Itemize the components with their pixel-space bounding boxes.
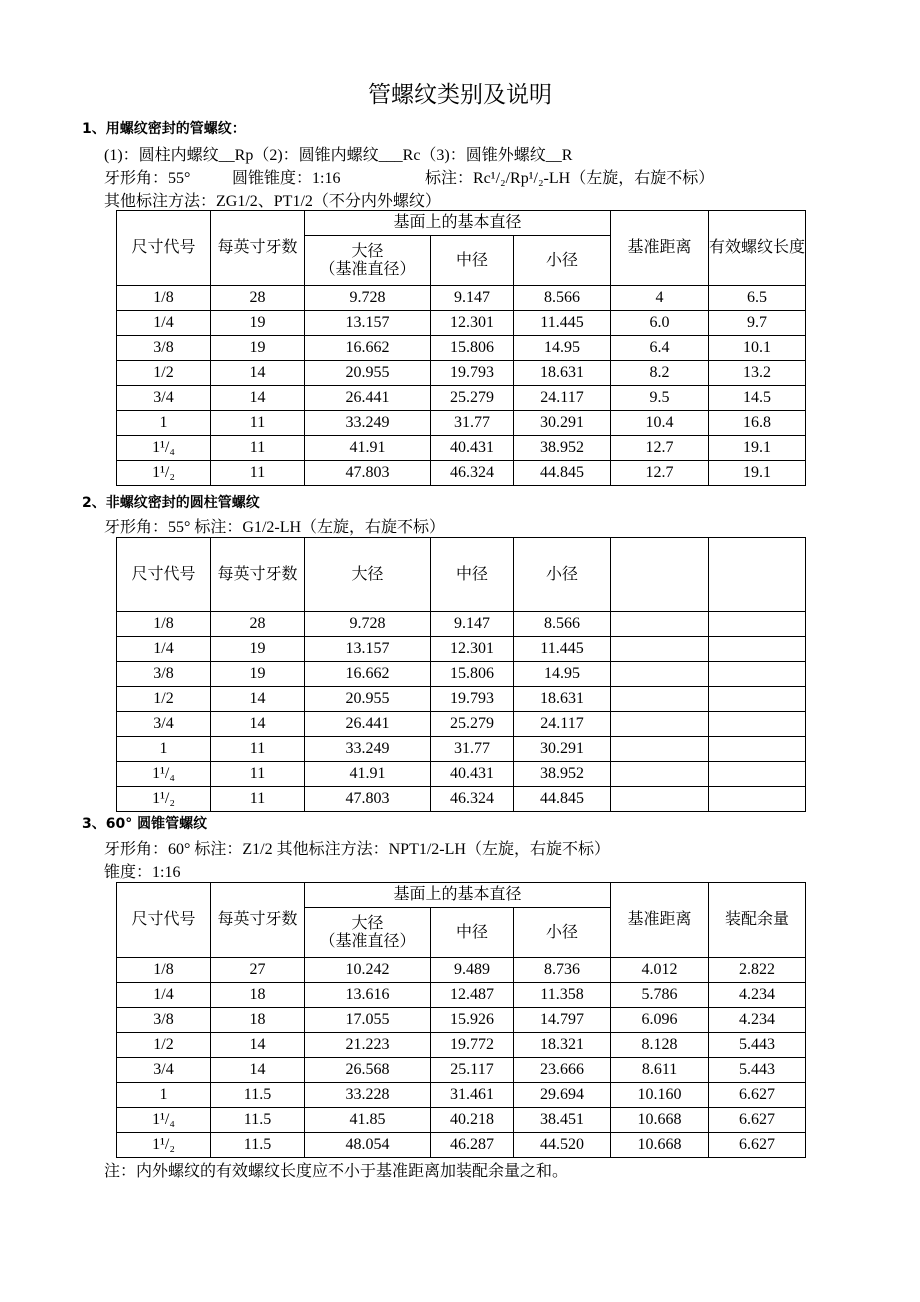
cell-tpi: 11: [211, 436, 305, 461]
cell-minor: 18.321: [514, 1033, 611, 1058]
cell-size: 3/4: [117, 712, 211, 737]
section2-marking: 牙形角：55° 标注：G1/2-LH（左旋，右旋不标）: [104, 519, 446, 536]
cell-pitch: 12.301: [431, 311, 514, 336]
cell-col7: [709, 637, 806, 662]
cell-major: 26.441: [305, 386, 431, 411]
cell-tpi: 14: [211, 1058, 305, 1083]
cell-col6: 5.786: [611, 983, 709, 1008]
cell-pitch: 9.147: [431, 612, 514, 637]
cell-col7: 2.822: [709, 958, 806, 983]
header-tpi: 每英寸牙数: [211, 538, 305, 612]
cell-tpi: 28: [211, 286, 305, 311]
cell-col6: 6.0: [611, 311, 709, 336]
section1-marking: 标注：Rc¹/₂/Rp¹/₂-LH（左旋，右旋不标）: [425, 170, 715, 187]
cell-col6: 12.7: [611, 461, 709, 486]
header-major: [305, 236, 431, 286]
cell-minor: 44.520: [514, 1133, 611, 1158]
cell-col7: 16.8: [709, 411, 806, 436]
header-minor: 小径: [514, 908, 611, 958]
cell-tpi: 11: [211, 411, 305, 436]
cell-pitch: 46.324: [431, 461, 514, 486]
cell-col7: [709, 712, 806, 737]
section3-marking: 牙形角：60° 标注：Z1/2 其他标注方法：NPT1/2-LH（左旋，右旋不标）: [104, 841, 610, 858]
cell-major: 33.249: [305, 411, 431, 436]
cell-size: 1¹/₂: [117, 787, 211, 812]
header-minor: 小径: [514, 236, 611, 286]
cell-major: 17.055: [305, 1008, 431, 1033]
cell-col7: 19.1: [709, 436, 806, 461]
table-row: [117, 762, 806, 787]
table-row: [117, 1108, 806, 1133]
cell-tpi: 19: [211, 662, 305, 687]
cell-major: 16.662: [305, 336, 431, 361]
cell-minor: 44.845: [514, 461, 611, 486]
cell-major: 21.223: [305, 1033, 431, 1058]
header-reference-distance: 基准距离: [611, 211, 709, 286]
section1-profile-angle: 牙形角：55°: [104, 170, 191, 187]
cell-size: 1: [117, 411, 211, 436]
page-title: 管螺纹类别及说明: [368, 82, 552, 107]
cell-minor: 23.666: [514, 1058, 611, 1083]
table-row: [117, 958, 806, 983]
cell-col7: [709, 762, 806, 787]
cell-pitch: 25.279: [431, 386, 514, 411]
table-sealed-threads: [116, 210, 806, 486]
cell-pitch: 25.279: [431, 712, 514, 737]
cell-tpi: 14: [211, 361, 305, 386]
cell-size: 3/8: [117, 662, 211, 687]
cell-col7: 6.5: [709, 286, 806, 311]
cell-minor: 29.694: [514, 1083, 611, 1108]
header-effective-length: 有效螺纹长度: [709, 211, 806, 286]
table-row: [117, 687, 806, 712]
cell-minor: 30.291: [514, 411, 611, 436]
cell-tpi: 14: [211, 687, 305, 712]
cell-minor: 11.445: [514, 311, 611, 336]
cell-major: 13.157: [305, 637, 431, 662]
cell-col6: 10.668: [611, 1133, 709, 1158]
cell-size: 1/2: [117, 1033, 211, 1058]
table-row: [117, 1083, 806, 1108]
cell-minor: 44.845: [514, 787, 611, 812]
table-row: [117, 787, 806, 812]
cell-major: 48.054: [305, 1133, 431, 1158]
cell-col7: 5.443: [709, 1033, 806, 1058]
cell-tpi: 11.5: [211, 1108, 305, 1133]
cell-col6: 4.012: [611, 958, 709, 983]
cell-size: 1/8: [117, 286, 211, 311]
cell-pitch: 46.287: [431, 1133, 514, 1158]
cell-minor: 24.117: [514, 712, 611, 737]
cell-size: 3/4: [117, 1058, 211, 1083]
cell-pitch: 12.301: [431, 637, 514, 662]
cell-tpi: 19: [211, 311, 305, 336]
header-pitch: 中径: [431, 908, 514, 958]
cell-pitch: 40.431: [431, 762, 514, 787]
section1-heading: 1、用螺纹密封的管螺纹：: [82, 121, 246, 137]
table-row: [117, 336, 806, 361]
cell-col7: 6.627: [709, 1108, 806, 1133]
cell-major: 20.955: [305, 361, 431, 386]
cell-size: 1¹/₄: [117, 436, 211, 461]
cell-pitch: 46.324: [431, 787, 514, 812]
cell-pitch: 19.793: [431, 687, 514, 712]
cell-major: 41.85: [305, 1108, 431, 1133]
table-row: [117, 983, 806, 1008]
table-non-sealed-threads: [116, 537, 806, 812]
cell-col7: 9.7: [709, 311, 806, 336]
cell-size: 1: [117, 1083, 211, 1108]
cell-col6: 4: [611, 286, 709, 311]
cell-major: 33.249: [305, 737, 431, 762]
cell-tpi: 11: [211, 762, 305, 787]
cell-col7: 4.234: [709, 1008, 806, 1033]
header-pitch: 中径: [431, 538, 514, 612]
section3-heading: 3、60° 圆锥管螺纹: [82, 816, 208, 832]
cell-tpi: 14: [211, 386, 305, 411]
cell-major: 20.955: [305, 687, 431, 712]
cell-tpi: 14: [211, 712, 305, 737]
cell-major: 13.616: [305, 983, 431, 1008]
header-major: [305, 908, 431, 958]
cell-col7: [709, 662, 806, 687]
header-major-label: 大径: [351, 914, 384, 932]
cell-tpi: 11: [211, 787, 305, 812]
cell-minor: 11.445: [514, 637, 611, 662]
cell-pitch: 31.77: [431, 737, 514, 762]
cell-pitch: 9.489: [431, 958, 514, 983]
cell-major: 41.91: [305, 436, 431, 461]
cell-col6: 10.4: [611, 411, 709, 436]
cell-col6: [611, 662, 709, 687]
cell-minor: 38.952: [514, 436, 611, 461]
cell-minor: 38.952: [514, 762, 611, 787]
cell-size: 1/2: [117, 687, 211, 712]
cell-size: 1/2: [117, 361, 211, 386]
cell-col7: 4.234: [709, 983, 806, 1008]
cell-minor: 8.566: [514, 612, 611, 637]
header-empty: [709, 538, 806, 612]
cell-major: 13.157: [305, 311, 431, 336]
cell-size: 1¹/₂: [117, 1133, 211, 1158]
cell-tpi: 19: [211, 637, 305, 662]
cell-col6: [611, 737, 709, 762]
table-row: [117, 1033, 806, 1058]
table-row: [117, 737, 806, 762]
table-row: [117, 1133, 806, 1158]
table-row: [117, 411, 806, 436]
cell-pitch: 19.793: [431, 361, 514, 386]
cell-size: 1/4: [117, 983, 211, 1008]
table-row: [117, 361, 806, 386]
section3-taper: 锥度：1:16: [104, 864, 181, 881]
cell-col6: 10.668: [611, 1108, 709, 1133]
cell-tpi: 14: [211, 1033, 305, 1058]
cell-size: 1/8: [117, 958, 211, 983]
cell-col7: [709, 612, 806, 637]
header-pitch: 中径: [431, 236, 514, 286]
cell-col7: 13.2: [709, 361, 806, 386]
cell-size: 3/8: [117, 1008, 211, 1033]
cell-tpi: 28: [211, 612, 305, 637]
cell-major: 26.568: [305, 1058, 431, 1083]
cell-minor: 14.797: [514, 1008, 611, 1033]
header-fit-allowance: 装配余量: [709, 883, 806, 958]
cell-pitch: 15.926: [431, 1008, 514, 1033]
cell-col6: [611, 612, 709, 637]
header-major-sub: （基准直径）: [319, 260, 416, 278]
cell-major: 16.662: [305, 662, 431, 687]
cell-major: 47.803: [305, 461, 431, 486]
cell-col6: [611, 762, 709, 787]
cell-tpi: 27: [211, 958, 305, 983]
cell-col7: 19.1: [709, 461, 806, 486]
cell-major: 47.803: [305, 787, 431, 812]
cell-col7: 6.627: [709, 1083, 806, 1108]
cell-pitch: 25.117: [431, 1058, 514, 1083]
header-size: 尺寸代号: [117, 211, 211, 286]
table-60deg-taper-threads: [116, 882, 806, 1158]
cell-minor: 14.95: [514, 336, 611, 361]
cell-minor: 8.566: [514, 286, 611, 311]
table-row: [117, 1008, 806, 1033]
cell-col7: [709, 687, 806, 712]
cell-size: 1¹/₂: [117, 461, 211, 486]
table-row: [117, 386, 806, 411]
cell-tpi: 11: [211, 461, 305, 486]
table-row: [117, 311, 806, 336]
cell-size: 1¹/₄: [117, 1108, 211, 1133]
header-basic-diameter: 基面上的基本直径: [305, 211, 611, 236]
cell-minor: 8.736: [514, 958, 611, 983]
cell-major: 26.441: [305, 712, 431, 737]
header-size: 尺寸代号: [117, 883, 211, 958]
header-major-label: 大径: [351, 242, 384, 260]
cell-col6: [611, 787, 709, 812]
cell-pitch: 31.461: [431, 1083, 514, 1108]
cell-col7: [709, 787, 806, 812]
cell-tpi: 11.5: [211, 1133, 305, 1158]
cell-major: 33.228: [305, 1083, 431, 1108]
cell-col6: [611, 687, 709, 712]
table-row: [117, 662, 806, 687]
table-row: [117, 1058, 806, 1083]
cell-col6: [611, 637, 709, 662]
cell-col6: 8.2: [611, 361, 709, 386]
cell-pitch: 9.147: [431, 286, 514, 311]
cell-size: 1: [117, 737, 211, 762]
cell-minor: 18.631: [514, 361, 611, 386]
cell-pitch: 12.487: [431, 983, 514, 1008]
header-major: 大径: [305, 538, 431, 612]
cell-pitch: 31.77: [431, 411, 514, 436]
cell-tpi: 11: [211, 737, 305, 762]
cell-major: 9.728: [305, 286, 431, 311]
table-row: [117, 612, 806, 637]
cell-tpi: 18: [211, 1008, 305, 1033]
cell-pitch: 19.772: [431, 1033, 514, 1058]
cell-col6: 8.128: [611, 1033, 709, 1058]
cell-col7: 5.443: [709, 1058, 806, 1083]
header-basic-diameter: 基面上的基本直径: [305, 883, 611, 908]
cell-col6: 9.5: [611, 386, 709, 411]
cell-col7: 10.1: [709, 336, 806, 361]
cell-col6: 6.4: [611, 336, 709, 361]
section1-thread-types: (1)：圆柱内螺纹__Rp（2)：圆锥内螺纹___Rc（3)：圆锥外螺纹__R: [104, 147, 573, 164]
cell-minor: 14.95: [514, 662, 611, 687]
header-minor: 小径: [514, 538, 611, 612]
cell-tpi: 19: [211, 336, 305, 361]
cell-size: 1/8: [117, 612, 211, 637]
table-row: [117, 286, 806, 311]
cell-pitch: 40.218: [431, 1108, 514, 1133]
header-tpi: 每英寸牙数: [211, 883, 305, 958]
cell-size: 3/8: [117, 336, 211, 361]
cell-minor: 24.117: [514, 386, 611, 411]
cell-size: 1/4: [117, 311, 211, 336]
cell-pitch: 40.431: [431, 436, 514, 461]
cell-col7: 6.627: [709, 1133, 806, 1158]
header-size: 尺寸代号: [117, 538, 211, 612]
cell-size: 1¹/₄: [117, 762, 211, 787]
cell-col7: 14.5: [709, 386, 806, 411]
cell-size: 1/4: [117, 637, 211, 662]
cell-pitch: 15.806: [431, 662, 514, 687]
section1-taper: 圆锥锥度：1:16: [232, 170, 341, 187]
section2-heading: 2、非螺纹密封的圆柱管螺纹: [82, 495, 260, 511]
cell-pitch: 15.806: [431, 336, 514, 361]
header-major-sub: （基准直径）: [319, 932, 416, 950]
cell-col6: 10.160: [611, 1083, 709, 1108]
cell-col6: 6.096: [611, 1008, 709, 1033]
table-row: [117, 712, 806, 737]
cell-major: 9.728: [305, 612, 431, 637]
cell-major: 41.91: [305, 762, 431, 787]
header-reference-distance: 基准距离: [611, 883, 709, 958]
cell-tpi: 18: [211, 983, 305, 1008]
header-tpi: 每英寸牙数: [211, 211, 305, 286]
cell-minor: 30.291: [514, 737, 611, 762]
table-row: [117, 461, 806, 486]
cell-minor: 18.631: [514, 687, 611, 712]
cell-minor: 11.358: [514, 983, 611, 1008]
cell-major: 10.242: [305, 958, 431, 983]
header-empty: [611, 538, 709, 612]
cell-col6: 8.611: [611, 1058, 709, 1083]
cell-col6: [611, 712, 709, 737]
cell-tpi: 11.5: [211, 1083, 305, 1108]
cell-col6: 12.7: [611, 436, 709, 461]
table-row: [117, 436, 806, 461]
cell-minor: 38.451: [514, 1108, 611, 1133]
cell-size: 3/4: [117, 386, 211, 411]
cell-col7: [709, 737, 806, 762]
section3-note: 注：内外螺纹的有效螺纹长度应不小于基准距离加装配余量之和。: [104, 1163, 569, 1180]
table-row: [117, 637, 806, 662]
section1-other-marking: 其他标注方法：ZG1/2、PT1/2（不分内外螺纹）: [104, 193, 441, 210]
